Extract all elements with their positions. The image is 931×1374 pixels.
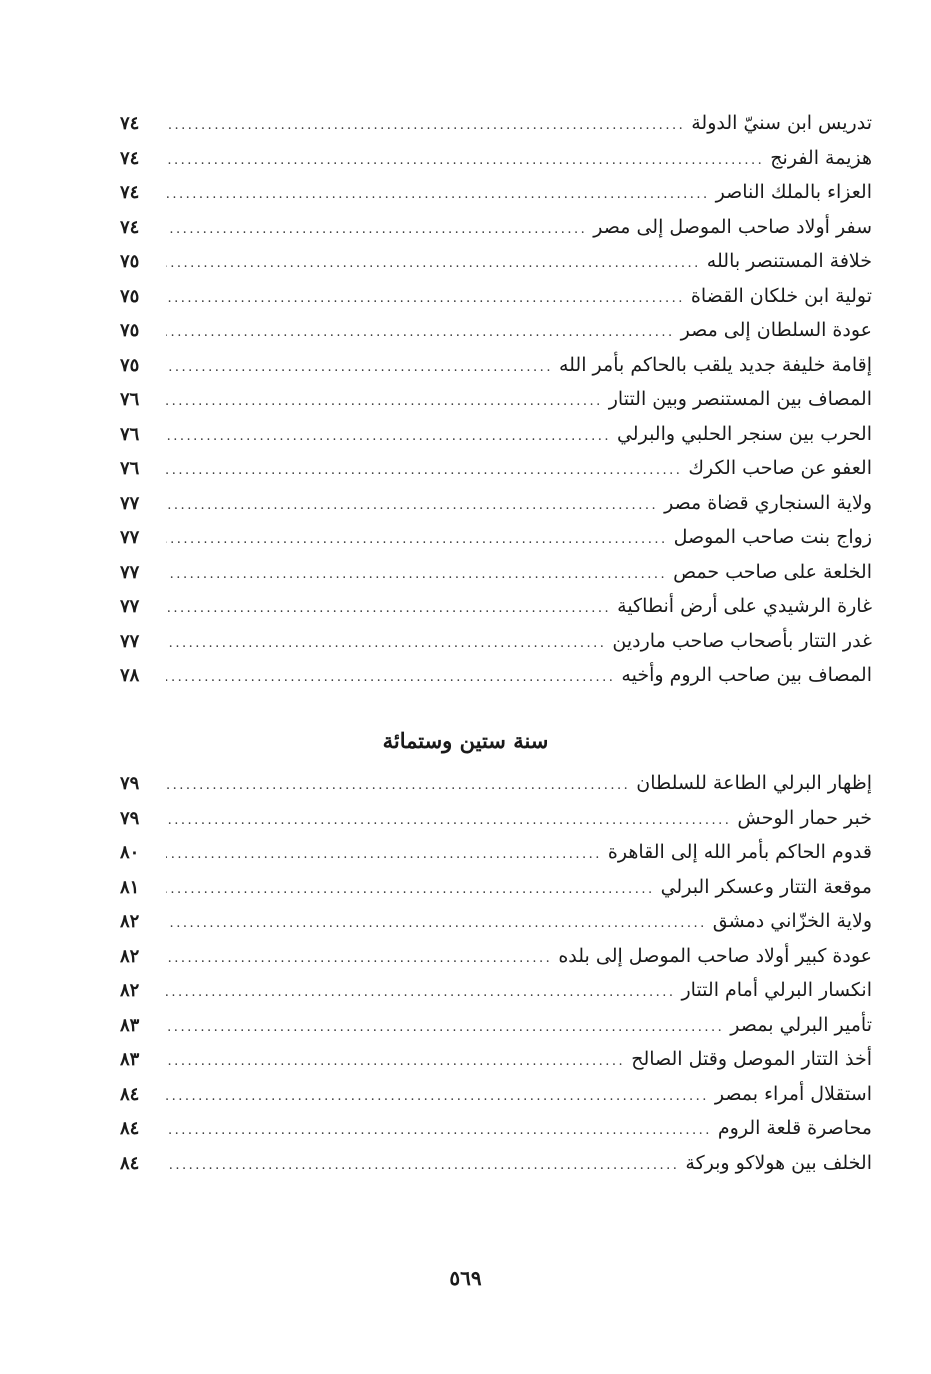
entry-page: ٧٦ [120, 389, 140, 410]
entry-page: ٨٣ [120, 1014, 140, 1036]
toc-section-1 [120, 112, 872, 699]
leader-dots [166, 1054, 625, 1069]
leader-dots [166, 670, 615, 685]
entry-title: الخلعة على صاحب حمص [673, 560, 872, 583]
entry-title: العزاء بالملك الناصر [715, 181, 872, 203]
toc-entry [120, 1152, 872, 1187]
entry-title: عودة كبير أولاد صاحب الموصل إلى بلده [558, 944, 872, 967]
toc-section-2 [120, 772, 872, 1186]
toc-entry [120, 423, 872, 458]
entry-page: ٧٧ [120, 630, 140, 652]
toc-entry [120, 561, 872, 596]
leader-dots [166, 153, 764, 168]
entry-page: ٧٤ [120, 147, 140, 169]
entry-title: ولاية السنجاري قضاة مصر [664, 491, 872, 514]
leader-dots [166, 429, 611, 444]
entry-title: ولاية الخزّاني دمشق [712, 910, 872, 932]
toc-entry [120, 945, 872, 980]
toc-entry [120, 250, 872, 285]
leader-dots [166, 1158, 679, 1173]
toc-entry [120, 147, 872, 182]
leader-dots [166, 1020, 724, 1035]
leader-dots [166, 291, 685, 306]
leader-dots [166, 778, 630, 793]
entry-page: ٨٣ [120, 1049, 140, 1070]
leader-dots [166, 463, 682, 478]
toc-entry [120, 595, 872, 630]
entry-page: ٨٤ [120, 1118, 140, 1139]
entry-page: ٧٥ [120, 251, 140, 272]
entry-page: ٧٧ [120, 596, 140, 617]
entry-page: ٧٨ [120, 665, 140, 686]
leader-dots [166, 118, 685, 133]
toc-entry [120, 285, 872, 320]
entry-title: قدوم الحاكم بأمر الله إلى القاهرة [607, 841, 872, 863]
leader-dots [166, 847, 602, 862]
entry-title: المصاف بين المستنصر وبين التتار [608, 388, 872, 410]
leader-dots [166, 1089, 709, 1104]
toc-entry [120, 876, 872, 911]
entry-page: ٨٢ [120, 980, 140, 1001]
toc-entry [120, 216, 872, 251]
leader-dots [166, 813, 731, 828]
entry-page: ٨٤ [120, 1083, 140, 1105]
entry-title: الحرب بين سنجر الحلبي والبرلي [616, 422, 872, 445]
leader-dots [166, 567, 667, 582]
leader-dots [166, 1123, 712, 1138]
leader-dots [166, 882, 655, 897]
leader-dots [166, 222, 587, 237]
entry-title: انكسار البرلي أمام التتار [681, 979, 872, 1001]
leader-dots [166, 498, 658, 513]
toc-entry [120, 1048, 872, 1083]
entry-page: ٧٧ [120, 527, 140, 548]
entry-page: ٧٤ [120, 113, 140, 134]
entry-page: ٧٧ [120, 492, 140, 514]
entry-page: ٨١ [120, 876, 140, 898]
entry-page: ٧٦ [120, 423, 140, 445]
entry-page: ٧٥ [120, 285, 140, 307]
entry-page: ٧٥ [120, 354, 140, 376]
leader-dots [166, 360, 553, 375]
leader-dots [166, 325, 675, 340]
entry-page: ٨٠ [120, 842, 140, 863]
entry-page: ٧٧ [120, 561, 140, 583]
toc-entry [120, 1014, 872, 1049]
toc-entry [120, 1117, 872, 1152]
toc-entry [120, 319, 872, 354]
entry-page: ٨٢ [120, 911, 140, 932]
toc-entry [120, 630, 872, 665]
toc-entry [120, 526, 872, 561]
entry-title: إقامة خليفة جديد يلقب بالحاكم بأمر الله [558, 353, 872, 376]
entry-title: خلافة المستنصر بالله [706, 250, 872, 272]
toc-entry [120, 457, 872, 492]
entry-page: ٧٩ [120, 807, 140, 829]
entry-title: موقعة التتار وعسكر البرلي [660, 875, 872, 898]
toc-entry [120, 354, 872, 389]
entry-page: ٧٥ [120, 320, 140, 341]
entry-page: ٧٤ [120, 182, 140, 203]
entry-title: غدر التتار بأصحاب صاحب ماردين [612, 629, 872, 652]
entry-title: عودة السلطان إلى مصر [680, 319, 872, 341]
leader-dots [166, 916, 707, 931]
entry-title: تأمير البرلي بمصر [730, 1013, 872, 1036]
entry-page: ٧٦ [120, 458, 140, 479]
toc-entry [120, 492, 872, 527]
leader-dots [166, 394, 603, 409]
toc-entry [120, 664, 872, 699]
entry-page: ٨٢ [120, 945, 140, 967]
entry-title: أخذ التتار الموصل وقتل الصالح [631, 1048, 872, 1070]
toc-entry [120, 772, 872, 807]
entry-title: إظهار البرلي الطاعة للسلطان [636, 772, 872, 794]
toc-entry [120, 841, 872, 876]
entry-page: ٧٩ [120, 773, 140, 794]
toc-entry [120, 807, 872, 842]
entry-title: الخلف بين هولاكو وبركة [685, 1151, 872, 1174]
entry-page: ٨٤ [120, 1152, 140, 1174]
entry-title: استقلال أمراء بمصر [714, 1082, 872, 1105]
entry-title: غارة الرشيدي على أرض أنطاكية [617, 595, 872, 617]
toc-entry [120, 979, 872, 1014]
entry-title: خبر حمار الوحش [737, 806, 872, 829]
entry-title: زواج بنت صاحب الموصل [673, 526, 872, 548]
page-number: ٥٦٩ [449, 1266, 482, 1290]
entry-page: ٧٤ [120, 216, 140, 238]
leader-dots [166, 951, 552, 966]
entry-title: هزيمة الفرنج [770, 146, 872, 169]
entry-title: المصاف بين صاحب الروم وأخيه [621, 664, 872, 686]
leader-dots [166, 636, 606, 651]
toc-entry [120, 112, 872, 147]
entry-title: محاصرة قلعة الروم [717, 1117, 872, 1139]
toc-entry [120, 1083, 872, 1118]
toc-entry [120, 910, 872, 945]
leader-dots [166, 187, 710, 202]
toc-entry [120, 388, 872, 423]
section-heading: سنة ستين وستمائة [382, 728, 549, 753]
leader-dots [166, 985, 675, 1000]
leader-dots [166, 256, 701, 271]
entry-title: تولية ابن خلكان القضاة [690, 284, 872, 307]
leader-dots [166, 601, 611, 616]
toc-entry [120, 181, 872, 216]
entry-title: سفر أولاد صاحب الموصل إلى مصر [593, 215, 872, 238]
entry-title: تدريس ابن سنيّ الدولة [691, 112, 872, 134]
entry-title: العفو عن صاحب الكرك [688, 457, 872, 479]
leader-dots [166, 532, 668, 547]
